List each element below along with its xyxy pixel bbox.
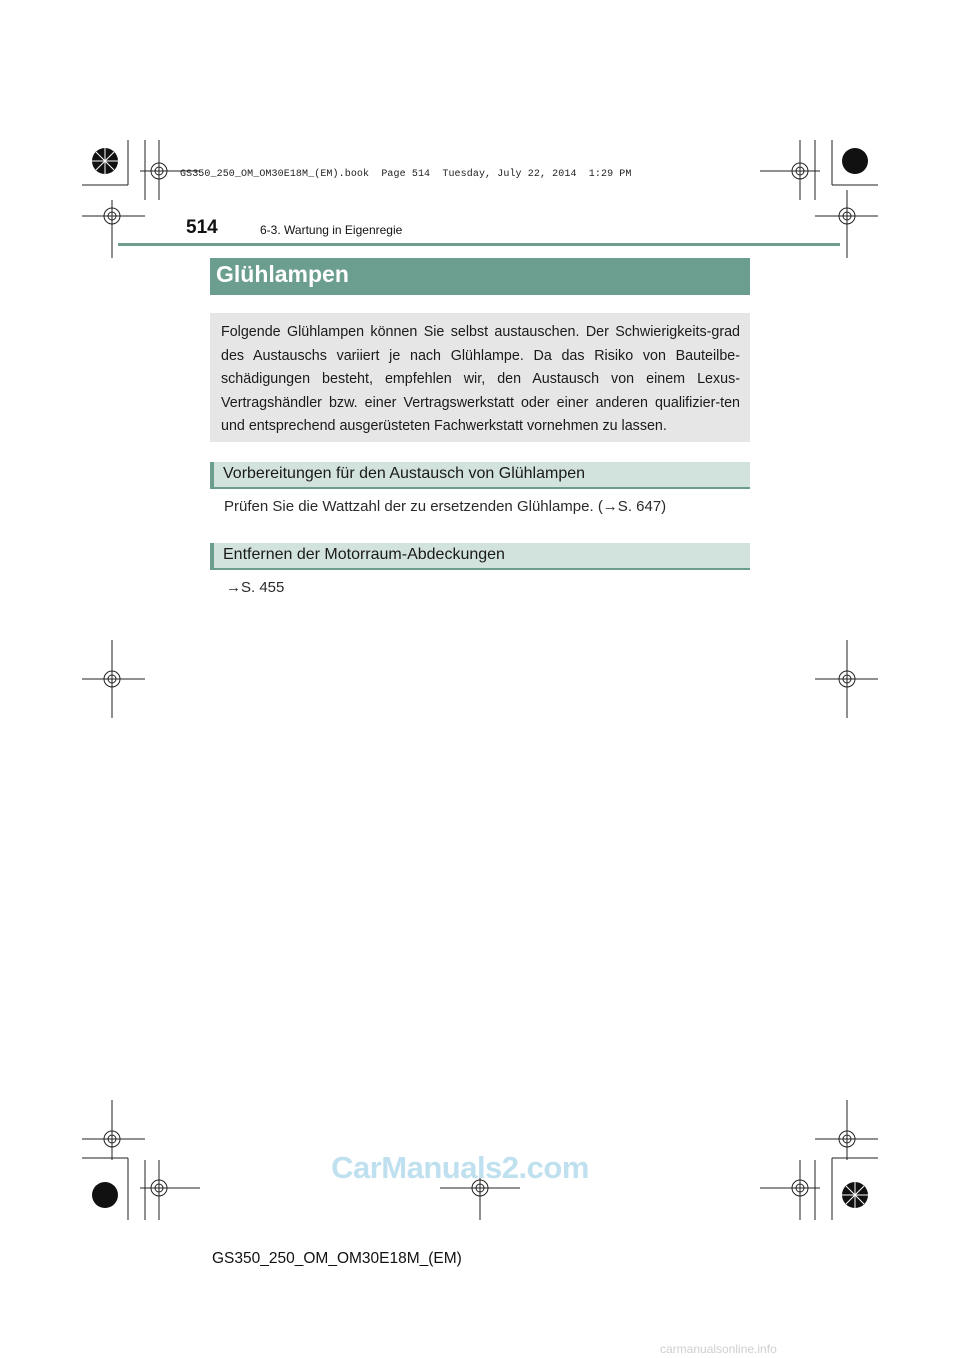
subheading-text: Vorbereitungen für den Austausch von Glühlampen xyxy=(223,465,586,482)
subheading-preparation xyxy=(210,462,750,489)
page-title: Glühlampen xyxy=(216,261,349,287)
page-number: 514 xyxy=(186,217,218,238)
intro-box xyxy=(210,313,750,442)
print-info-line: GS350_250_OM_OM30E18M_(EM).book Page 514 Tuesday, July 22, 2014 1:29 PM xyxy=(180,169,632,180)
watermark-carmanualsonline: carmanualsonline.info xyxy=(660,1342,777,1356)
section-header: 6-3. Wartung in Eigenregie xyxy=(260,223,403,237)
subheading-text: Entfernen der Motorraum-Abdeckungen xyxy=(223,546,505,563)
page-title-bar xyxy=(210,258,750,295)
footer-document-code: GS350_250_OM_OM30E18M_(EM) xyxy=(212,1250,462,1267)
engine-covers-reference: →S. 455 xyxy=(226,579,285,596)
subheading-engine-covers xyxy=(210,543,750,570)
preparation-text: Prüfen Sie die Wattzahl der zu ersetzenden Glühlampe. (→S. 647) xyxy=(224,498,667,515)
header-rule xyxy=(118,243,840,246)
intro-text: Folgende Glühlampen können Sie selbst austauschen. Der Schwierigkeits-grad des Austauschs variiert je nach Glühlampe. Da das Risiko von Bauteilbe-schädigungen besteht, empfehlen wir, den Austausch von einem Lexus-Vertragshändler bzw. einer Vertragswerkstatt oder einer anderen qualifizier-ten und entsprechend ausgerüsteten Fachwerkstatt vornehmen zu lassen. xyxy=(221,324,740,434)
watermark-carmanuals2: CarManuals2.com xyxy=(331,1150,589,1185)
